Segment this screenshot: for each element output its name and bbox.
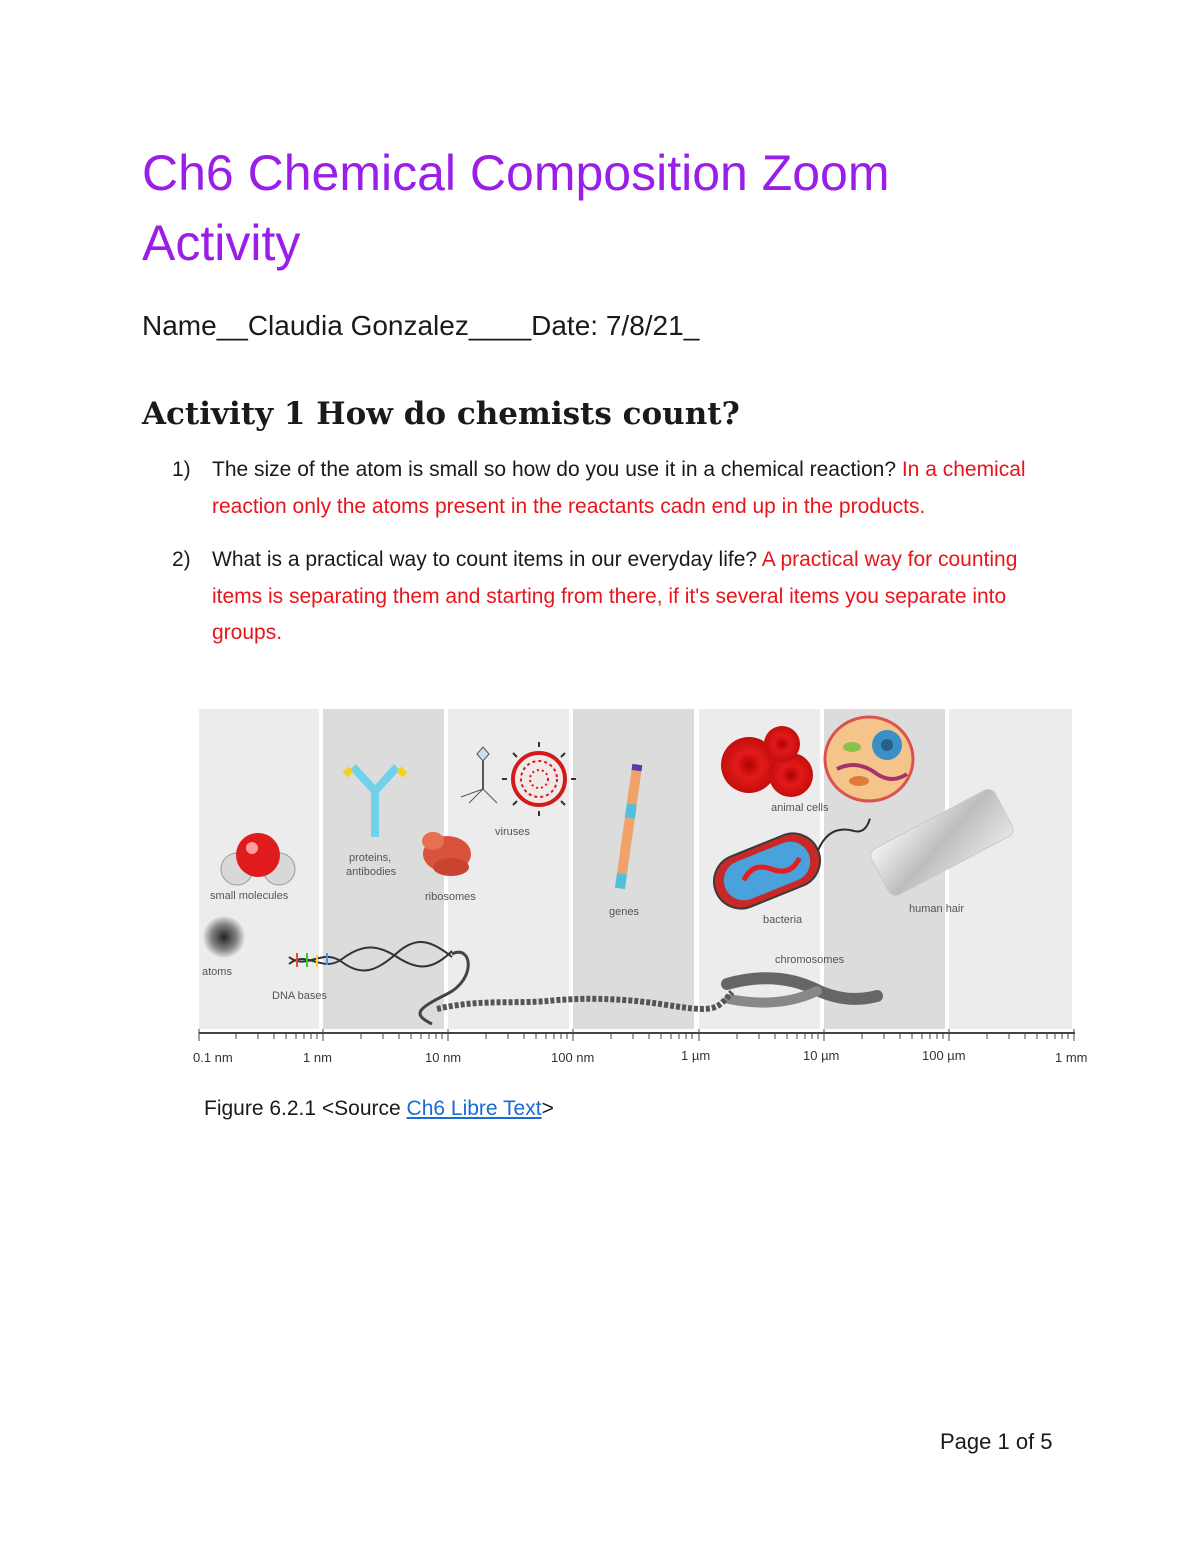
band xyxy=(949,709,1072,1029)
figure-caption xyxy=(204,1093,554,1125)
label-animal-cells: animal cells xyxy=(771,802,829,814)
label-antibodies: antibodies xyxy=(346,866,397,878)
question-number: 1) xyxy=(172,458,191,481)
label-proteins: proteins, xyxy=(349,852,392,864)
tick-label: 100 nm xyxy=(551,1050,595,1065)
document-title: Ch6 Chemical Composition Zoom Activity xyxy=(142,145,890,271)
scale-figure-svg xyxy=(193,709,1095,1070)
answer-text: A practical way for counting items is separating them and starting from there, if it's several items you separate into groups. xyxy=(212,548,1018,644)
label-chromosomes: chromosomes xyxy=(775,954,845,966)
label-dna-bases: DNA bases xyxy=(272,990,328,1002)
question-text: What is a practical way to count items in our everyday life? xyxy=(212,548,758,571)
label-human-hair: human hair xyxy=(909,903,965,915)
tick-label: 1 µm xyxy=(681,1048,711,1063)
page-number: Page 1 of 5 xyxy=(940,1429,1053,1454)
caption-suffix: > xyxy=(541,1097,554,1120)
question-list xyxy=(172,452,1052,669)
tick-label: 10 µm xyxy=(803,1048,840,1063)
caption-prefix: Figure 6.2.1 <Source xyxy=(204,1097,407,1120)
name-date-line: Name__Claudia Gonzalez____Date: 7/8/21_ xyxy=(142,310,700,341)
animal-cell-illustration xyxy=(825,717,913,801)
answer-text: In a chemical reaction only the atoms present in the reactants cadn end up in the products. xyxy=(212,458,1026,518)
label-viruses: viruses xyxy=(495,826,530,838)
label-bacteria: bacteria xyxy=(763,914,803,926)
tick-label: 10 nm xyxy=(425,1050,462,1065)
atom-illustration xyxy=(202,915,246,959)
tick-label: 100 µm xyxy=(922,1048,966,1063)
label-genes: genes xyxy=(609,906,639,918)
label-small-molecules: small molecules xyxy=(210,890,289,902)
label-atoms: atoms xyxy=(202,966,232,978)
activity-heading: Activity 1 How do chemists count? xyxy=(142,396,740,432)
tick-label: 0.1 nm xyxy=(193,1050,233,1065)
question-number: 2) xyxy=(172,548,191,571)
label-ribosomes: ribosomes xyxy=(425,891,476,903)
band xyxy=(573,709,694,1029)
tick-label: 1 mm xyxy=(1055,1050,1088,1065)
question-text: The size of the atom is small so how do you use it in a chemical reaction? xyxy=(212,458,896,481)
scale-figure xyxy=(193,709,1095,1070)
question-item xyxy=(172,542,1052,652)
tick-label: 1 nm xyxy=(303,1050,332,1065)
question-item xyxy=(172,452,1052,525)
caption-source-link[interactable]: Ch6 Libre Text xyxy=(406,1097,542,1120)
